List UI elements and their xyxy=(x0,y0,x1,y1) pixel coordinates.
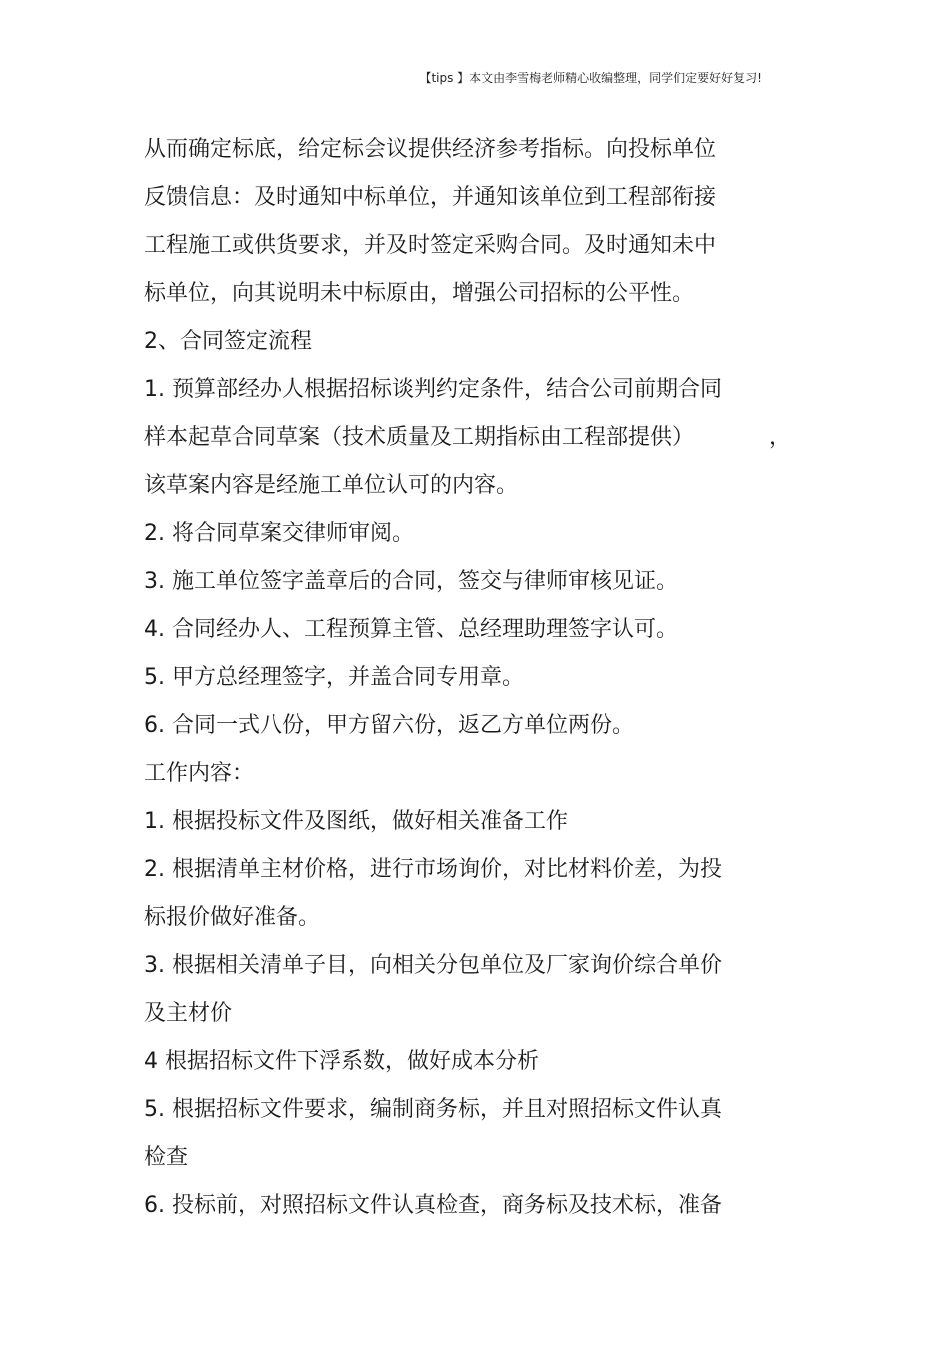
paragraph-line: 反馈信息：及时通知中标单位，并通知该单位到工程部衔接 xyxy=(144,185,717,210)
paragraph-line: 从而确定标底，给定标会议提供经济参考指标。向投标单位 xyxy=(144,137,717,162)
section-heading: 工作内容： xyxy=(144,761,255,786)
paragraph-line: 工程施工或供货要求，并及时签定采购合同。及时通知未中 xyxy=(144,233,717,258)
list-item: 5. 甲方总经理签字，并盖合同专用章。 xyxy=(144,665,524,690)
trailing-comma: ， xyxy=(769,425,792,450)
list-item: 6. 投标前，对照招标文件认真检查，商务标及技术标，准备 xyxy=(144,1193,722,1218)
list-item-continued: 及主材价 xyxy=(144,1001,233,1026)
document-body xyxy=(144,126,792,1230)
header-tip: 【tips 】本文由李雪梅老师精心收编整理，同学们定要好好复习! xyxy=(419,71,762,85)
list-item: 2. 根据清单主材价格，进行市场询价，对比材料价差，为投 xyxy=(144,857,722,882)
line-text: 样本起草合同草案（技术质量及工期指标由工程部提供） xyxy=(144,425,695,450)
list-item: 4 根据招标文件下浮系数，做好成本分析 xyxy=(144,1049,539,1074)
list-item: 3. 根据相关清单子目，向相关分包单位及厂家询价综合单价 xyxy=(144,953,722,978)
list-item-continued: 标报价做好准备。 xyxy=(144,905,321,930)
list-item: 1. 根据投标文件及图纸，做好相关准备工作 xyxy=(144,809,568,834)
list-item-continued xyxy=(144,414,792,462)
list-item: 1. 预算部经办人根据招标谈判约定条件，结合公司前期合同 xyxy=(144,377,722,402)
list-item: 6. 合同一式八份，甲方留六份，返乙方单位两份。 xyxy=(144,713,634,738)
paragraph-line: 标单位，向其说明未中标原由，增强公司招标的公平性。 xyxy=(144,281,695,306)
section-heading: 2、合同签定流程 xyxy=(144,329,312,354)
list-item-continued: 检查 xyxy=(144,1145,189,1170)
list-item: 4. 合同经办人、工程预算主管、总经理助理签字认可。 xyxy=(144,617,678,642)
list-item-continued: 该草案内容是经施工单位认可的内容。 xyxy=(144,473,519,498)
list-item: 5. 根据招标文件要求，编制商务标，并且对照招标文件认真 xyxy=(144,1097,722,1122)
list-item: 3. 施工单位签字盖章后的合同，签交与律师审核见证。 xyxy=(144,569,678,594)
list-item: 2. 将合同草案交律师审阅。 xyxy=(144,521,414,546)
